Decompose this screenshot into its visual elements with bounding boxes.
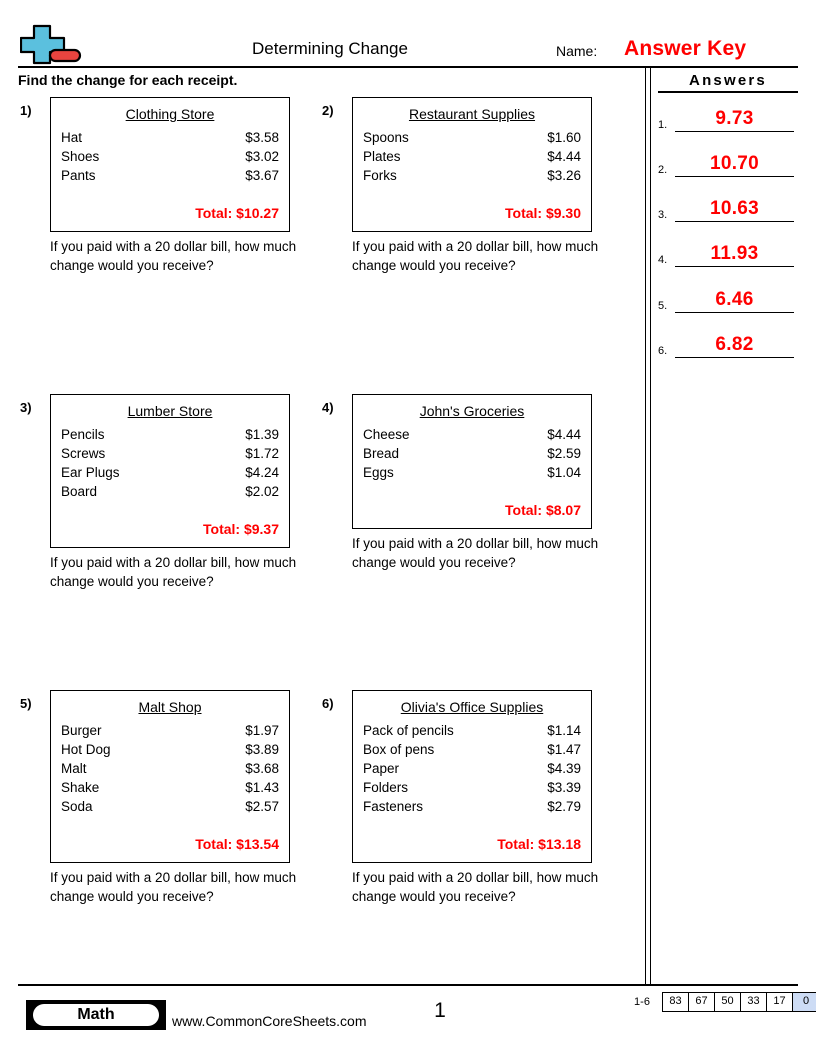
item-name: Hot Dog [61,742,111,757]
item-price: $3.02 [245,149,279,164]
answer-panel-divider-outer [645,68,646,984]
instruction-text: Find the change for each receipt. [18,72,238,88]
item-name: Box of pens [363,742,435,757]
item-name: Fasteners [363,799,424,814]
item-price: $1.72 [245,446,279,461]
page-number: 1 [434,999,446,1022]
item-price: $4.44 [547,149,581,164]
item-name: Soda [61,799,93,814]
receipt-item [363,444,581,463]
receipt-item [61,463,279,482]
problem-number: 4) [322,400,334,415]
store-name: Malt Shop [138,699,202,715]
problem-prompt: If you paid with a 20 dollar bill, how much change would you receive? [352,870,599,904]
item-name: Cheese [363,427,410,442]
receipt-item [363,759,581,778]
answer-key-label: Answer Key [624,37,747,60]
score-table [626,992,816,1012]
item-name: Screws [61,446,106,461]
item-name: Pack of pencils [363,723,454,738]
answer-row [658,102,794,132]
footer-divider [18,984,798,986]
item-price: $3.26 [547,168,581,183]
answer-value: 11.93 [710,243,759,264]
store-name: Restaurant Supplies [408,106,536,122]
item-price: $4.39 [547,761,581,776]
problem-number: 5) [20,696,32,711]
receipt-box [50,690,290,863]
item-price: $3.89 [245,742,279,757]
receipt-item [61,482,279,501]
store-name: Clothing Store [125,106,215,122]
answer-blank-line[interactable] [675,152,794,177]
receipt-item [363,425,581,444]
problem-prompt: If you paid with a 20 dollar bill, how much change would you receive? [50,239,297,273]
receipt-box [352,394,592,529]
subject-badge-label: Math [33,1004,159,1026]
receipt-item [61,740,279,759]
score-cell: 17 [767,993,793,1011]
item-name: Burger [61,723,102,738]
receipt-item [61,128,279,147]
receipt-total: Total: $9.30 [505,205,581,221]
answer-number: 4. [658,254,668,266]
answer-number: 2. [658,164,668,176]
item-price: $4.44 [547,427,581,442]
item-name: Folders [363,780,409,795]
answer-blank-line[interactable] [675,333,794,358]
item-price: $2.79 [547,799,581,814]
item-price: $3.58 [245,130,279,145]
item-price: $4.24 [245,465,279,480]
receipt-item [363,166,581,185]
score-cell-highlighted: 0 [793,993,816,1011]
item-name: Forks [363,168,397,183]
answer-value: 6.82 [715,334,754,355]
site-url[interactable]: www.CommonCoreSheets.com [172,1013,367,1029]
answer-number: 1. [658,119,668,131]
receipt-box [50,97,290,232]
page-header [0,0,816,68]
problem-number: 2) [322,103,334,118]
item-price: $3.39 [547,780,581,795]
receipt-box [352,97,592,232]
problem-number: 1) [20,103,32,118]
answer-number: 5. [658,300,668,312]
item-price: $1.97 [245,723,279,738]
store-name: Lumber Store [127,403,213,419]
problem-number: 6) [322,696,334,711]
answer-value: 10.70 [709,153,760,174]
item-name: Malt [61,761,87,776]
receipt-item [363,147,581,166]
answer-row [658,192,794,222]
item-name: Hat [61,130,83,145]
answer-panel-divider-inner [650,68,651,984]
receipt-item [363,778,581,797]
score-cell: 83 [663,993,689,1011]
answer-blank-line[interactable] [675,197,794,222]
receipt-box [352,690,592,863]
answer-value: 9.73 [715,108,754,129]
store-name: John's Groceries [419,403,525,419]
receipt-item [363,463,581,482]
header-divider [18,66,798,68]
receipt-total: Total: $10.27 [195,205,279,221]
item-name: Board [61,484,98,499]
page-title: Determining Change [252,39,408,58]
answer-blank-line[interactable] [675,242,794,267]
answer-row [658,147,794,177]
item-price: $1.04 [547,465,581,480]
item-price: $1.60 [547,130,581,145]
item-name: Pants [61,168,96,183]
answer-blank-line[interactable] [675,288,794,313]
item-price: $3.67 [245,168,279,183]
receipt-item [61,778,279,797]
item-price: $3.68 [245,761,279,776]
item-name: Shake [61,780,100,795]
receipt-item [61,166,279,185]
subject-badge [26,1000,166,1030]
item-name: Shoes [61,149,100,164]
receipt-total: Total: $13.18 [497,836,581,852]
answer-row [658,283,794,313]
item-name: Spoons [363,130,409,145]
answer-blank-line[interactable] [675,107,794,132]
receipt-total: Total: $8.07 [505,502,581,518]
receipt-item [363,740,581,759]
problem-number: 3) [20,400,32,415]
problem-prompt: If you paid with a 20 dollar bill, how much change would you receive? [50,555,297,589]
item-price: $1.43 [245,780,279,795]
answer-value: 6.46 [715,289,754,310]
score-cells [662,992,816,1012]
item-price: $1.47 [547,742,581,757]
item-name: Ear Plugs [61,465,120,480]
score-cell: 50 [715,993,741,1011]
receipt-total: Total: $9.37 [203,521,279,537]
score-cell: 33 [741,993,767,1011]
item-price: $2.02 [245,484,279,499]
name-label: Name: [556,43,598,59]
receipt-box [50,394,290,548]
item-price: $2.57 [245,799,279,814]
receipt-item [61,147,279,166]
receipt-item [61,721,279,740]
answer-value: 10.63 [709,198,760,219]
problem-prompt: If you paid with a 20 dollar bill, how much change would you receive? [352,239,599,273]
item-name: Plates [363,149,401,164]
receipt-total: Total: $13.54 [195,836,279,852]
item-price: $2.59 [547,446,581,461]
answer-row [658,237,794,267]
item-name: Pencils [61,427,105,442]
score-cell: 67 [689,993,715,1011]
item-name: Eggs [363,465,394,480]
problem-prompt: If you paid with a 20 dollar bill, how much change would you receive? [352,536,599,570]
receipt-item [61,444,279,463]
score-range-label: 1-6 [634,995,650,1008]
answers-heading: Answers [658,72,798,93]
item-name: Bread [363,446,400,461]
item-price: $1.14 [547,723,581,738]
answer-row [658,328,794,358]
receipt-item [363,128,581,147]
store-name: Olivia's Office Supplies [400,699,544,715]
receipt-item [363,797,581,816]
receipt-item [61,797,279,816]
answer-number: 6. [658,345,668,357]
receipt-item [61,759,279,778]
receipt-item [61,425,279,444]
item-name: Paper [363,761,400,776]
answer-number: 3. [658,209,668,221]
receipt-item [363,721,581,740]
problem-prompt: If you paid with a 20 dollar bill, how much change would you receive? [50,870,297,904]
item-price: $1.39 [245,427,279,442]
